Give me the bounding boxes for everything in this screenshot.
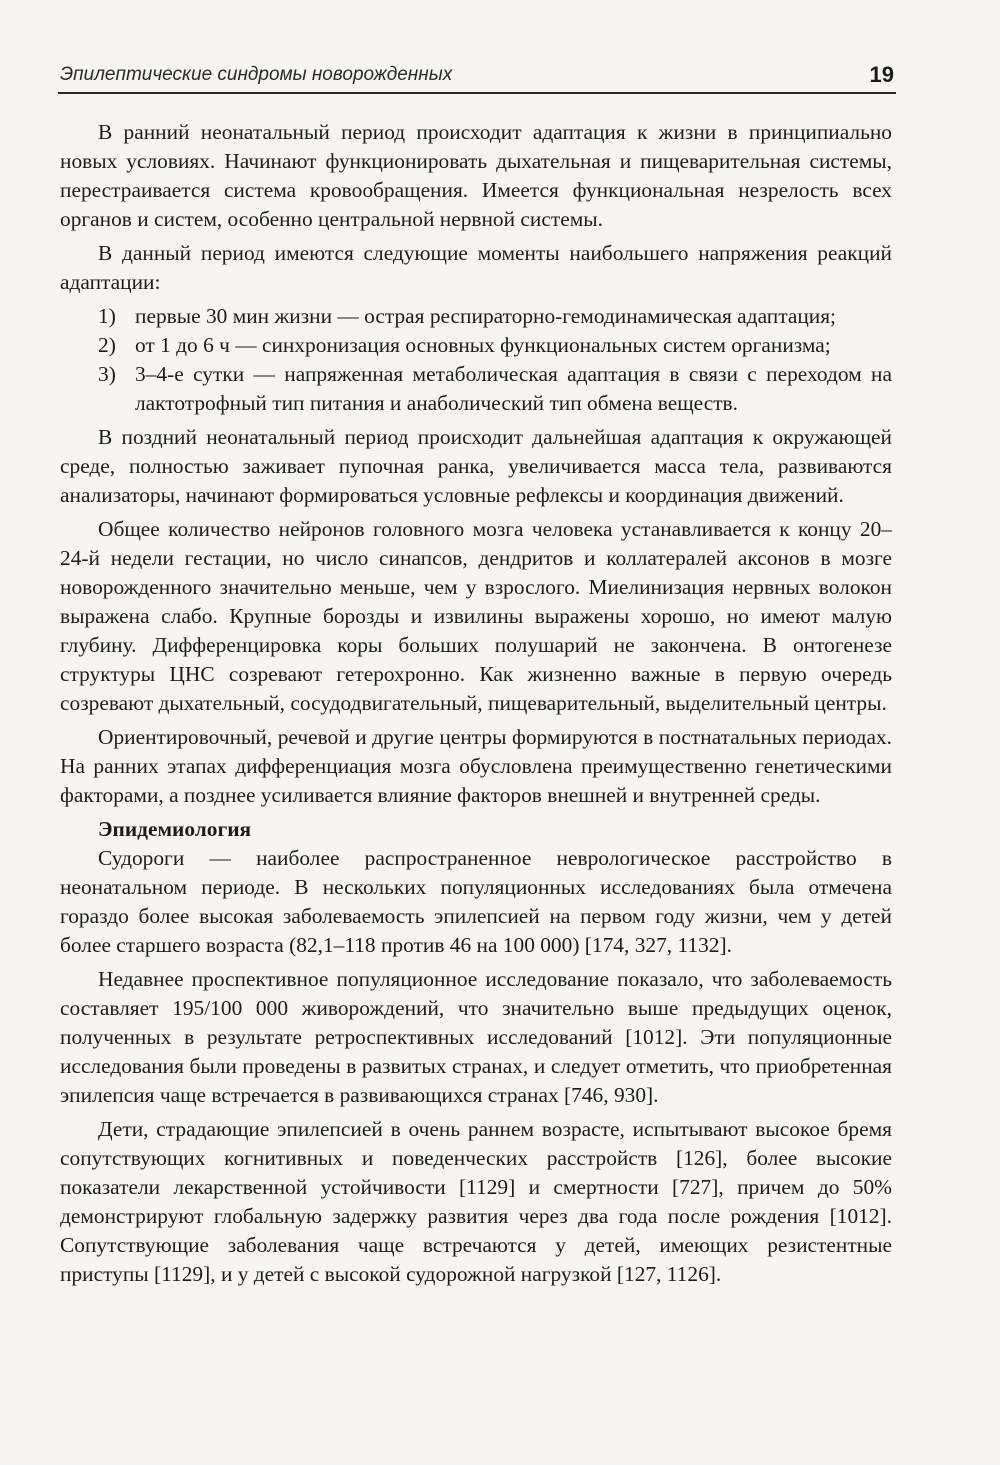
list-item-text: 3–4-е сутки — напряженная метаболическая адаптация в связи с переходом на лактотрофный тип питания и анаболический тип обмена веществ.: [135, 362, 892, 415]
paragraph-late-neonatal: В поздний неонатальный период происходит дальнейшая адаптация к окружающей среде, полностью заживает пупочная ранка, увеличивается масса тела, развиваются анализаторы, начинают формироваться условные рефлексы и координация движений.: [60, 425, 892, 507]
list-item: [60, 360, 892, 418]
list-item-number: 1): [98, 304, 116, 328]
adaptation-list: [60, 302, 892, 418]
list-item-text: первые 30 мин жизни — острая респираторно-гемодинамическая адаптация;: [135, 304, 837, 328]
list-item-text: от 1 до 6 ч — синхронизация основных функциональных систем организма;: [135, 333, 831, 357]
paragraph-prospective-study: Недавнее проспективное популяционное исследование показало, что заболеваемость составляет 195/100 000 живорождений, что значительно выше предыдущих оценок, полученных в результате ретроспективных исследований [1012]. Эти популяционные исследования были проведены в развитых странах, и следует отметить, что приобретенная эпилепсия чаще встречается в развивающихся странах [746, 930].: [60, 967, 892, 1107]
paragraph-centers: Ориентировочный, речевой и другие центры формируются в постнатальных периодах. На ранних этапах дифференциация мозга обусловлена преимущественно генетическими факторами, а позднее усиливается влияние факторов внешней и внутренней среды.: [60, 725, 892, 807]
running-title: Эпилептические синдромы новорожденных: [60, 64, 453, 85]
section-heading-epidemiology: Эпидемиология: [98, 817, 252, 841]
list-item: [60, 302, 892, 331]
list-item-number: 3): [98, 362, 116, 386]
list-item: [60, 331, 892, 360]
paragraph-adaptation-intro: В данный период имеются следующие моменты наибольшего напряжения реакций адаптации:: [60, 241, 892, 294]
paragraph-neurons: Общее количество нейронов головного мозга человека устанавливается к концу 20–24-й недели гестации, но число синапсов, дендритов и коллатералей аксонов в мозге новорожденного значительно меньше, чем у взрослого. Миелинизация нервных волокон выражена слабо. Крупные борозды и извилины выражены хорошо, но имеют малую глубину. Дифференцировка коры больших полушарий не закончена. В онтогенезе структуры ЦНС созревают гетерохронно. Как жизненно важные в первую очередь созревают дыхательный, сосудодвигательный, пищеварительный, выделительный центры.: [60, 517, 892, 715]
paragraph-seizures: Судороги — наиболее распространенное неврологическое расстройство в неонатальном периоде. В нескольких популяционных исследованиях была отмечена гораздо более высокая заболеваемость эпилепсией на первом году жизни, чем у детей более старшего возраста (82,1–118 против 46 на 100 000) [174, 327, 1132].: [60, 846, 892, 957]
paragraph-early-neonatal: В ранний неонатальный период происходит адаптация к жизни в принципиально новых условиях. Начинают функционировать дыхательная и пищеварительная системы, перестраивается система кровообращения. Имеется функциональная незрелость всех органов и систем, особенно центральной нервной системы.: [60, 120, 892, 231]
page-body: [60, 118, 892, 1294]
paragraph-comorbidities: Дети, страдающие эпилепсией в очень раннем возрасте, испытывают высокое бремя сопутствующих когнитивных и поведенческих расстройств [126], более высокие показатели лекарственной устойчивости [1129] и смертности [727], причем до 50% демонстрируют глобальную задержку развития через два года после рождения [1012]. Сопутствующие заболевания чаще встречаются у детей, имеющих резистентные приступы [1129], и у детей с высокой судорожной нагрузкой [127, 1126].: [60, 1117, 892, 1286]
list-item-number: 2): [98, 333, 116, 357]
page-header: [58, 62, 896, 94]
page-number: 19: [869, 62, 894, 87]
